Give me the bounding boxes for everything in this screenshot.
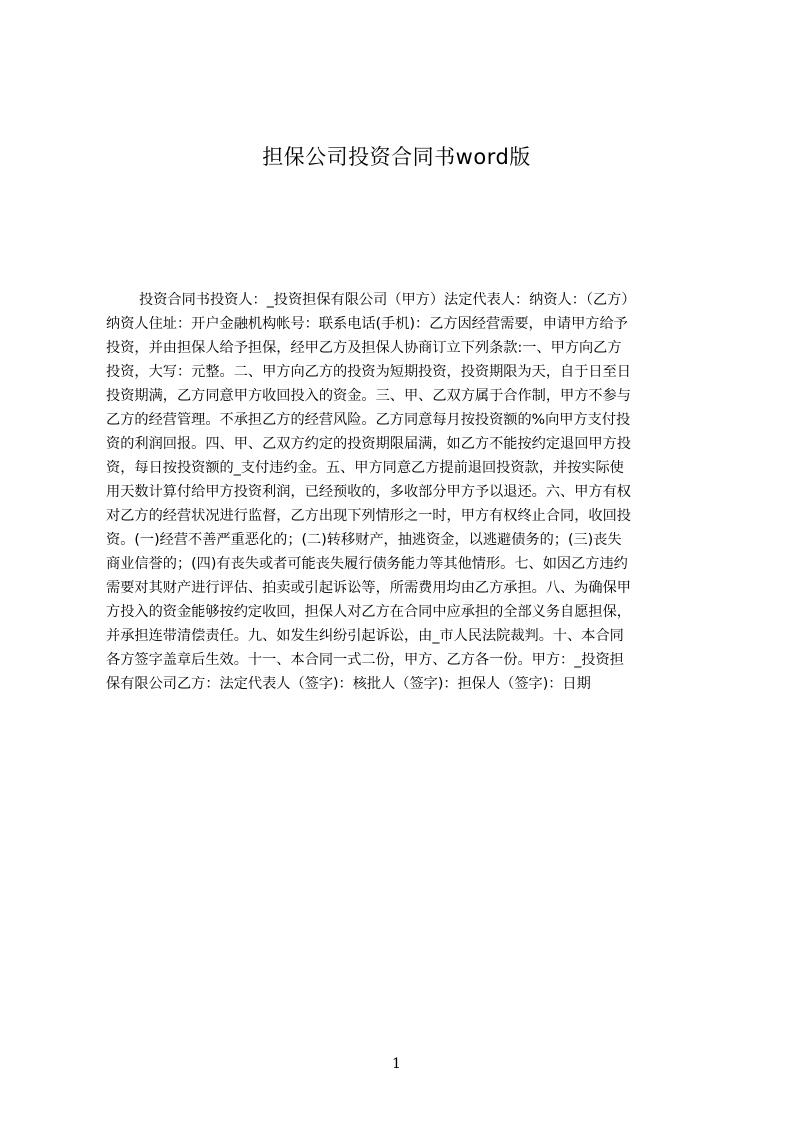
body-line: 投资期满，乙方同意甲方收回投入的资金。三、甲、乙双方属于合作制，甲方不参与: [106, 388, 631, 404]
body-line: 对乙方的经营状况进行监督，乙方出现下列情形之一时，甲方有权终止合同，收回投: [106, 508, 631, 524]
contract-body: [106, 288, 698, 696]
body-line: 资。(一)经营不善严重恶化的；(二)转移财产，抽逃资金，以逃避债务的；(三)丧失: [106, 532, 622, 548]
body-line: 乙方的经营管理。不承担乙方的经营风险。乙方同意每月按投资额的%向甲方支付投: [106, 412, 631, 428]
body-line: 投资，并由担保人给予担保，经甲乙方及担保人协商订立下列条款:一、甲方向乙方: [106, 340, 622, 356]
document-title: 担保公司投资合同书word版: [262, 145, 531, 169]
body-line: 商业信誉的；(四)有丧失或者可能丧失履行债务能力等其他情形。七、如因乙方违约: [106, 556, 628, 572]
body-line: 并承担连带清偿责任。九、如发生纠纷引起诉讼，由_市人民法院裁判。十、本合同: [106, 628, 624, 644]
body-line: 各方签字盖章后生效。十一、本合同一式二份，甲方、乙方各一份。甲方：_投资担: [106, 652, 624, 668]
body-line: 保有限公司乙方：法定代表人（签字)：核批人（签字)：担保人（签字)：日期: [106, 676, 591, 692]
body-line: 投资，大写：元整。二、甲方向乙方的投资为短期投资，投资期限为天，自于日至日: [106, 364, 631, 380]
page-number: 1: [392, 1056, 401, 1072]
body-line: 方投入的资金能够按约定收回，担保人对乙方在合同中应承担的全部义务自愿担保，: [106, 604, 631, 620]
body-line: 投资合同书投资人：_投资担保有限公司（甲方）法定代表人：纳资人：（乙方）: [139, 292, 636, 308]
body-line: 资的利润回报。四、甲、乙双方约定的投资期限届满，如乙方不能按约定退回甲方投: [106, 436, 631, 452]
body-line: 纳资人住址：开户金融机构帐号：联系电话(手机)：乙方因经营需要，申请甲方给予: [106, 316, 628, 332]
body-line: 资，每日按投资额的_支付违约金。五、甲方同意乙方提前退回投资款，并按实际使: [106, 460, 624, 476]
body-line: 需要对其财产进行评估、拍卖或引起诉讼等，所需费用均由乙方承担。八、为确保甲: [106, 580, 631, 596]
body-line: 用天数计算付给甲方投资利润，已经预收的，多收部分甲方予以退还。六、甲方有权: [106, 484, 631, 500]
